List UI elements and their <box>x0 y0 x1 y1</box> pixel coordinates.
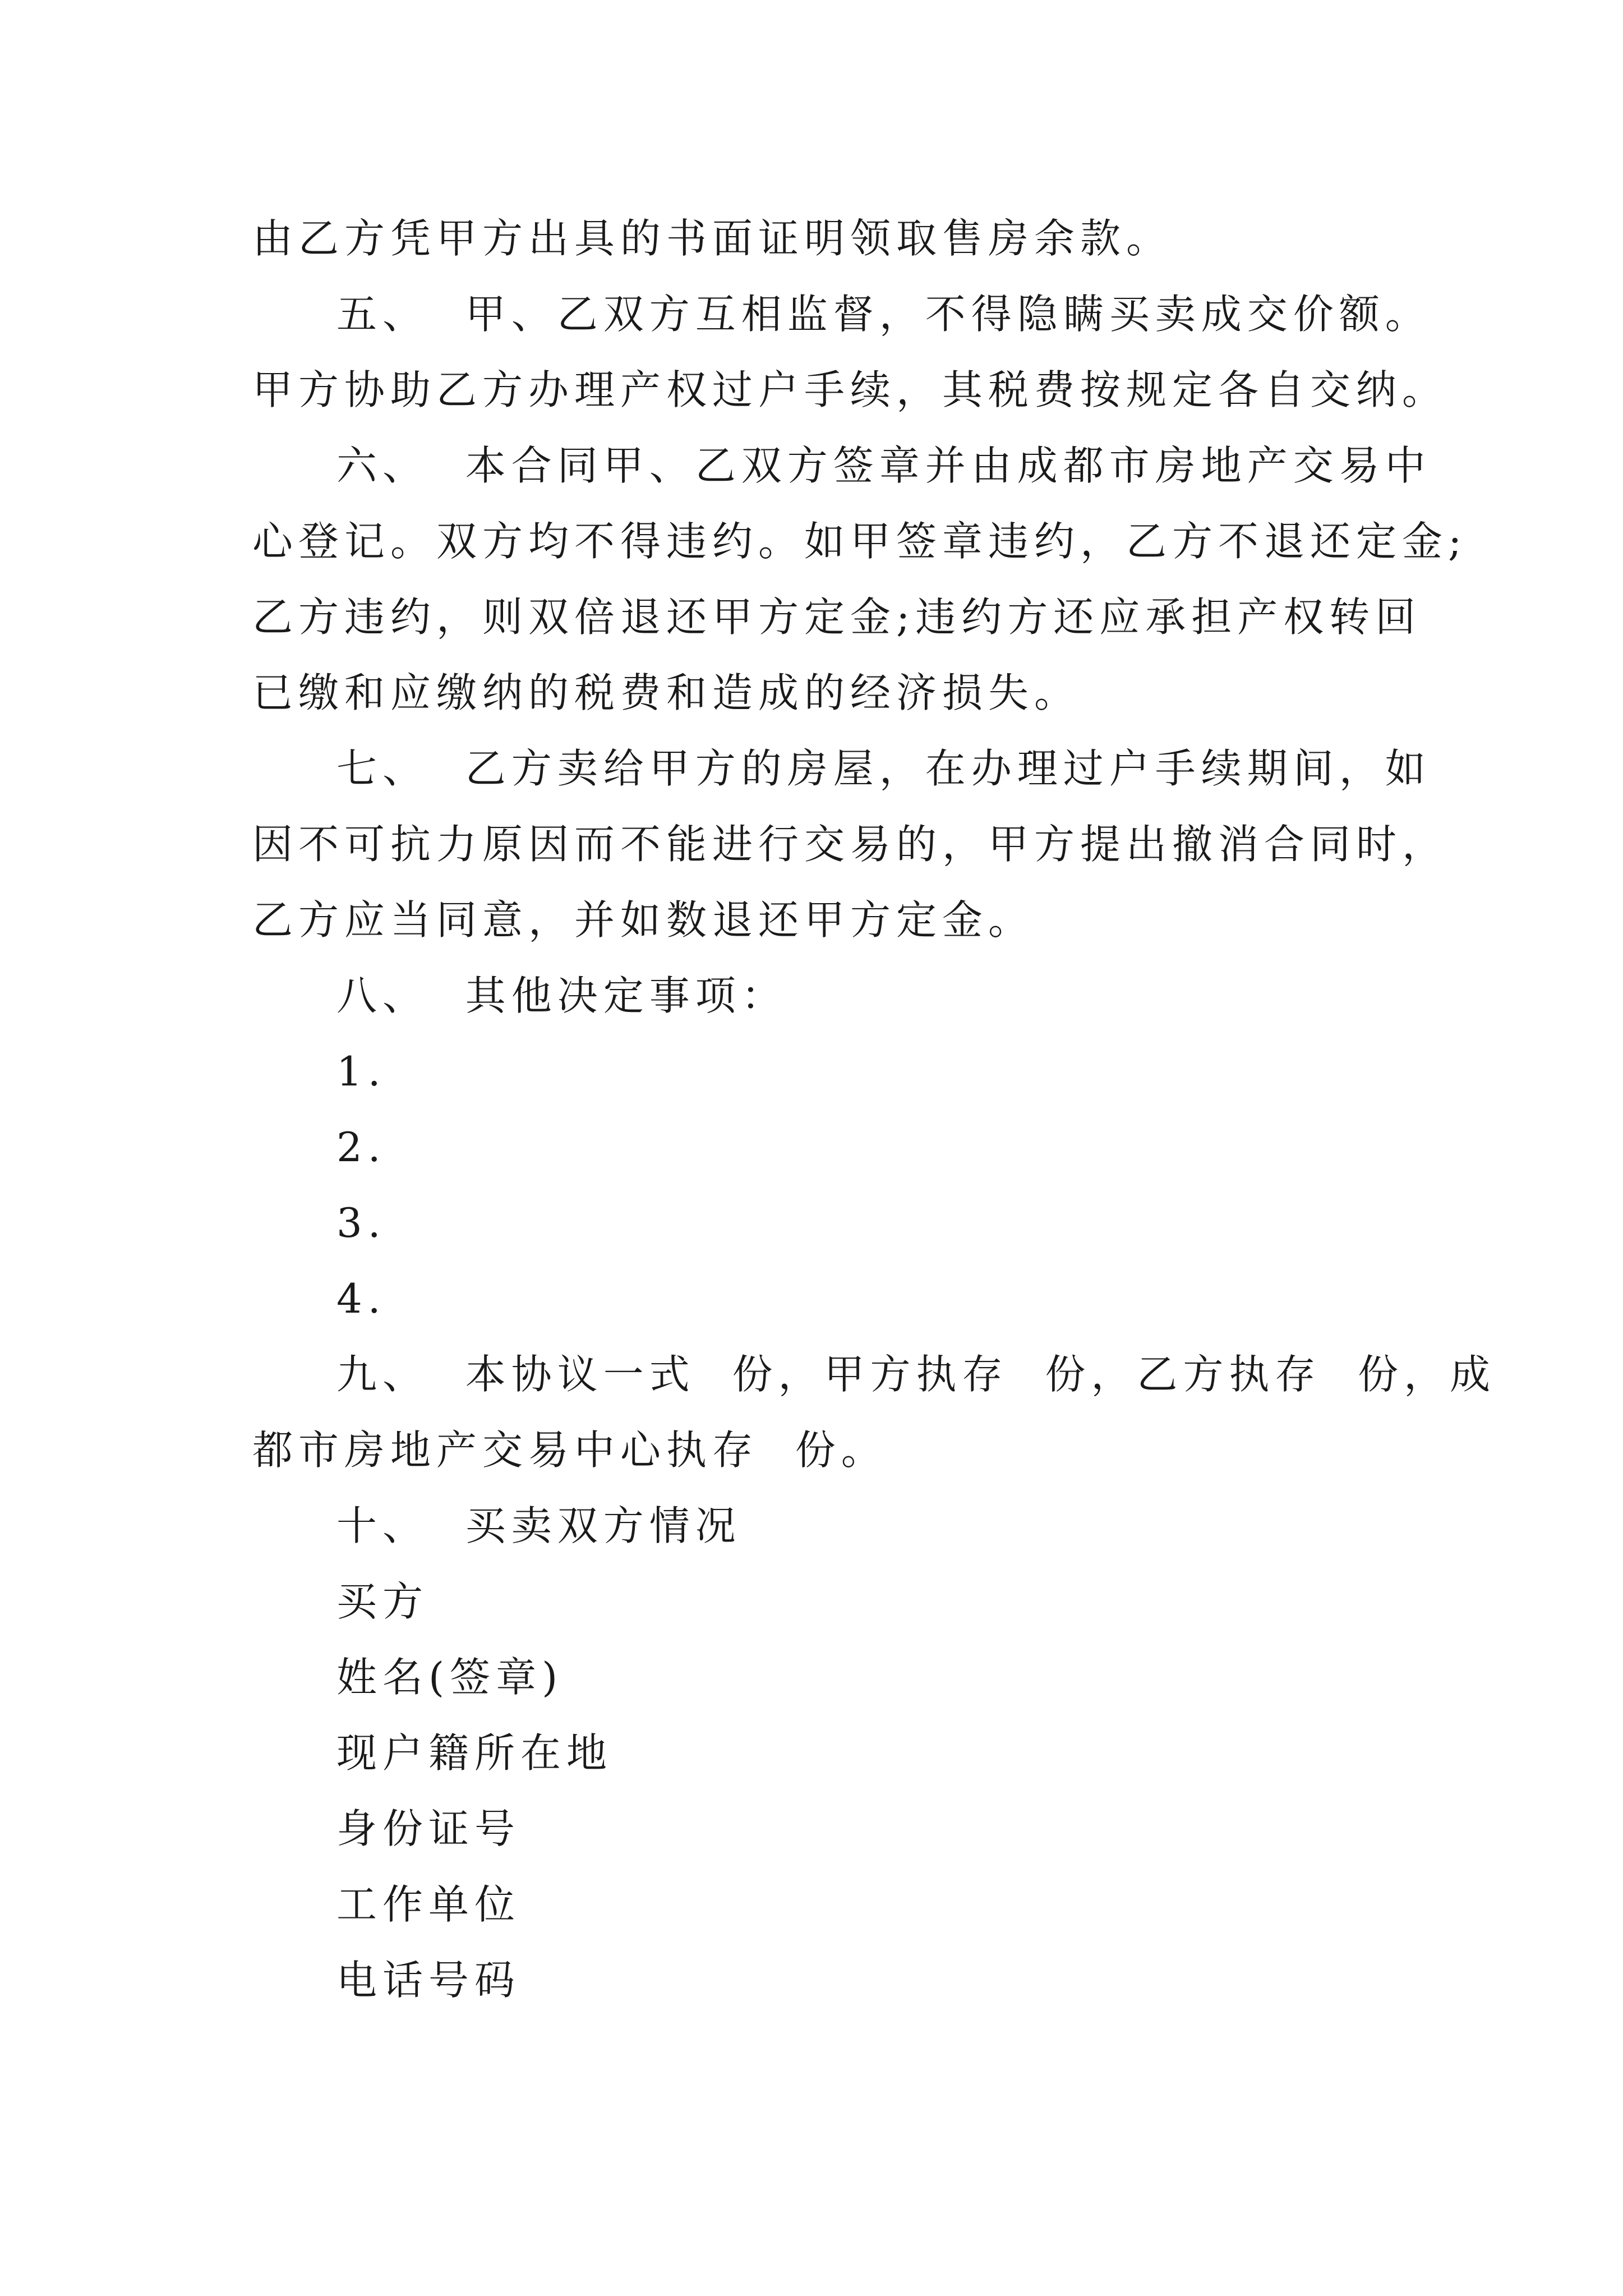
text-line: 乙方违约，则双倍退还甲方定金;违约方还应承担产权转回 <box>252 593 1422 641</box>
clause-8-line: 八、 其他决定事项： <box>336 972 787 1019</box>
text-line: 心登记。双方均不得违约。如甲签章违约，乙方不退还定金; <box>252 518 1468 565</box>
id-number-field-label: 身份证号 <box>336 1805 521 1852</box>
list-item: 4. <box>336 1275 386 1322</box>
buyer-label: 买方 <box>336 1578 429 1625</box>
text-line: 已缴和应缴纳的税费和造成的经济损失。 <box>252 669 1081 716</box>
clause-6-line: 六、 本合同甲、乙双方签章并由成都市房地产交易中 <box>336 442 1431 489</box>
employer-field-label: 工作单位 <box>336 1881 521 1928</box>
text-line: 甲方协助乙方办理产权过户手续，其税费按规定各自交纳。 <box>252 366 1449 413</box>
clause-7-line: 七、 乙方卖给甲方的房屋，在办理过户手续期间，如 <box>336 745 1431 792</box>
list-item: 1. <box>336 1048 386 1095</box>
name-field-label: 姓名(签章) <box>336 1654 564 1701</box>
clause-5-line: 五、 甲、乙双方互相监督，不得隐瞒买卖成交价额。 <box>336 291 1431 338</box>
clause-9-line: 九、 本协议一式 份，甲方执存 份，乙方执存 份，成 <box>336 1351 1496 1398</box>
text-line: 由乙方凭甲方出具的书面证明领取售房余款。 <box>252 215 1173 262</box>
text-line: 乙方应当同意，并如数退还甲方定金。 <box>252 896 1035 944</box>
clause-10-line: 十、 买卖双方情况 <box>336 1502 741 1549</box>
phone-field-label: 电话号码 <box>336 1957 521 2004</box>
residence-field-label: 现户籍所在地 <box>336 1729 613 1777</box>
list-item: 2. <box>336 1124 386 1171</box>
text-line: 因不可抗力原因而不能进行交易的，甲方提出撤消合同时， <box>252 821 1449 868</box>
text-line: 都市房地产交易中心执存 份。 <box>252 1427 887 1474</box>
list-item: 3. <box>336 1199 386 1246</box>
